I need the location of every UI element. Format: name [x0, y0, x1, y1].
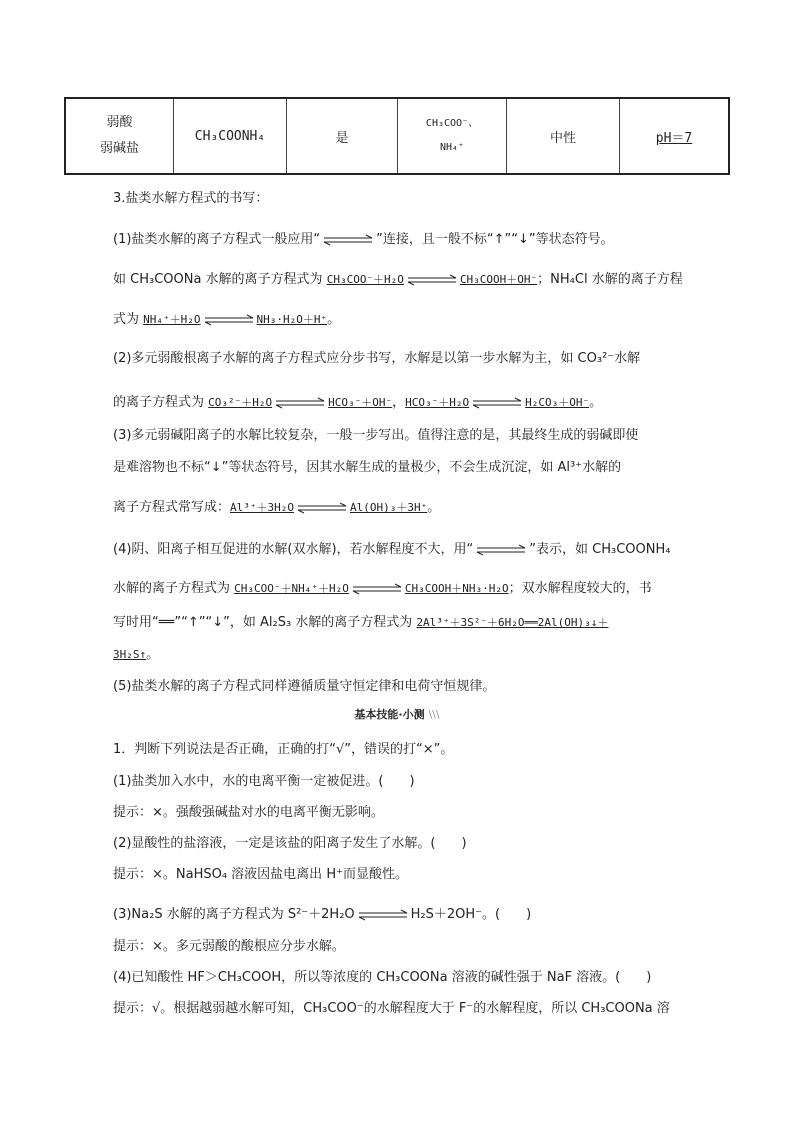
- table-row: [65, 98, 729, 174]
- paragraph-4-line2: 水解的离子方程式为 CH₃COO⁻＋NH₄⁺＋H₂O CH₃COOH＋NH₃·H₂O；双水解程度较大的，书: [113, 581, 652, 596]
- paragraph-2-line1: (2)多元弱酸根离子水解的离子方程式应分步书写，水解是以第一步水解为主，如 CO₃²⁻水解: [113, 351, 641, 366]
- reversible-arrow-icon: [406, 274, 458, 286]
- ions-line1: CH₃COO⁻、: [425, 118, 479, 129]
- reversible-arrow-icon: [296, 502, 348, 514]
- paragraph-4-line3: 写时用“══”“↑”“↓”，如 Al₂S₃ 水解的离子方程式为 2Al³⁺＋3S²⁻＋6H₂O══2Al(OH)₃↓＋: [113, 615, 609, 630]
- reversible-arrow-icon: [351, 583, 403, 595]
- hint-2: 提示：×。NaHSO₄ 溶液因盐电离出 H⁺而显酸性。: [113, 867, 408, 882]
- reversible-arrow-icon: [203, 314, 255, 326]
- paragraph-1-line3: 式为 NH₄⁺＋H₂O NH₃·H₂O＋H⁺。: [113, 312, 341, 327]
- item-4: (4)已知酸性 HF＞CH₃COOH，所以等浓度的 CH₃COONa 溶液的碱性强于 NaF 溶液。( ): [113, 970, 652, 985]
- item-1: (1)盐类加入水中，水的电离平衡一定被促进。( ): [113, 774, 415, 789]
- ions-line2: NH₄⁺: [439, 142, 465, 153]
- salt-hydrolysis-table: [64, 97, 730, 175]
- paragraph-2-line2: 的离子方程式为 CO₃²⁻＋H₂O HCO₃⁻＋OH⁻，HCO₃⁻＋H₂O H₂CO₃＋OH⁻。: [113, 395, 603, 410]
- reversible-arrow-icon: [475, 544, 527, 556]
- hint-4: 提示：√。根据越弱越水解可知，CH₃COO⁻的水解程度大于 F⁻的水解程度，所以 CH₃COONa 溶: [113, 1001, 670, 1016]
- paragraph-1-line1: (1)盐类水解的离子方程式一般应用“ ”连接，且一般不标“↑”“↓”等状态符号。: [113, 232, 614, 247]
- paragraph-1-line2: 如 CH₃COONa 水解的离子方程式为 CH₃COO⁻＋H₂O CH₃COOH＋OH⁻；NH₄Cl 水解的离子方程: [113, 272, 683, 287]
- example-salt-cell: CH₃COONH₄: [174, 98, 287, 174]
- reversible-arrow-icon: [274, 397, 326, 409]
- hint-1: 提示：×。强酸强碱盐对水的电离平衡无影响。: [113, 805, 384, 820]
- question-1: 1．判断下列说法是否正确，正确的打“√”，错误的打“×”。: [113, 742, 454, 757]
- reversible-arrow-icon: [471, 397, 523, 409]
- hydrolysis-ions-cell: [398, 98, 507, 174]
- ph-cell: [620, 98, 730, 174]
- reversible-arrow-icon: [322, 234, 374, 246]
- section3-heading: 3.盐类水解方程式的书写：: [113, 191, 269, 206]
- category-line1: 弱酸: [106, 115, 133, 130]
- solution-acidity-cell: 中性: [507, 98, 620, 174]
- item-3: (3)Na₂S 水解的离子方程式为 S²⁻＋2H₂O H₂S＋2OH⁻。( ): [113, 907, 532, 922]
- paragraph-5: (5)盐类水解的离子方程式同样遵循质量守恒定律和电荷守恒规律。: [113, 679, 496, 694]
- salt-category-cell: [65, 98, 174, 174]
- paragraph-3-line1: (3)多元弱碱阳离子的水解比较复杂，一般一步写出。值得注意的是，其最终生成的弱碱即使: [113, 428, 639, 443]
- paragraph-4-line4: 3H₂S↑。: [113, 647, 160, 662]
- paragraph-3-line3: 离子方程式常写成：Al³⁺＋3H₂O Al(OH)₃＋3H⁺。: [113, 500, 441, 515]
- title-hatch-decoration: \\\: [428, 708, 440, 721]
- reversible-arrow-icon: [357, 909, 409, 921]
- paragraph-4-line1: (4)阴、阳离子相互促进的水解(双水解)，若水解程度不大，用“ ”表示，如 CH₃COONH₄: [113, 542, 671, 557]
- skills-section-title: 基本技能·小测 \\\: [354, 708, 440, 721]
- hint-3: 提示：×。多元弱酸的酸根应分步水解。: [113, 939, 345, 954]
- category-line2: 弱碱盐: [99, 141, 139, 156]
- item-2: (2)显酸性的盐溶液，一定是该盐的阳离子发生了水解。( ): [113, 836, 467, 851]
- hydrolyzes-cell: 是: [287, 98, 398, 174]
- paragraph-3-line2: 是难溶物也不标“↓”等状态符号，因其水解生成的量极少，不会生成沉淀，如 Al³⁺水解的: [113, 460, 622, 475]
- ph-value: pH＝7: [655, 130, 693, 146]
